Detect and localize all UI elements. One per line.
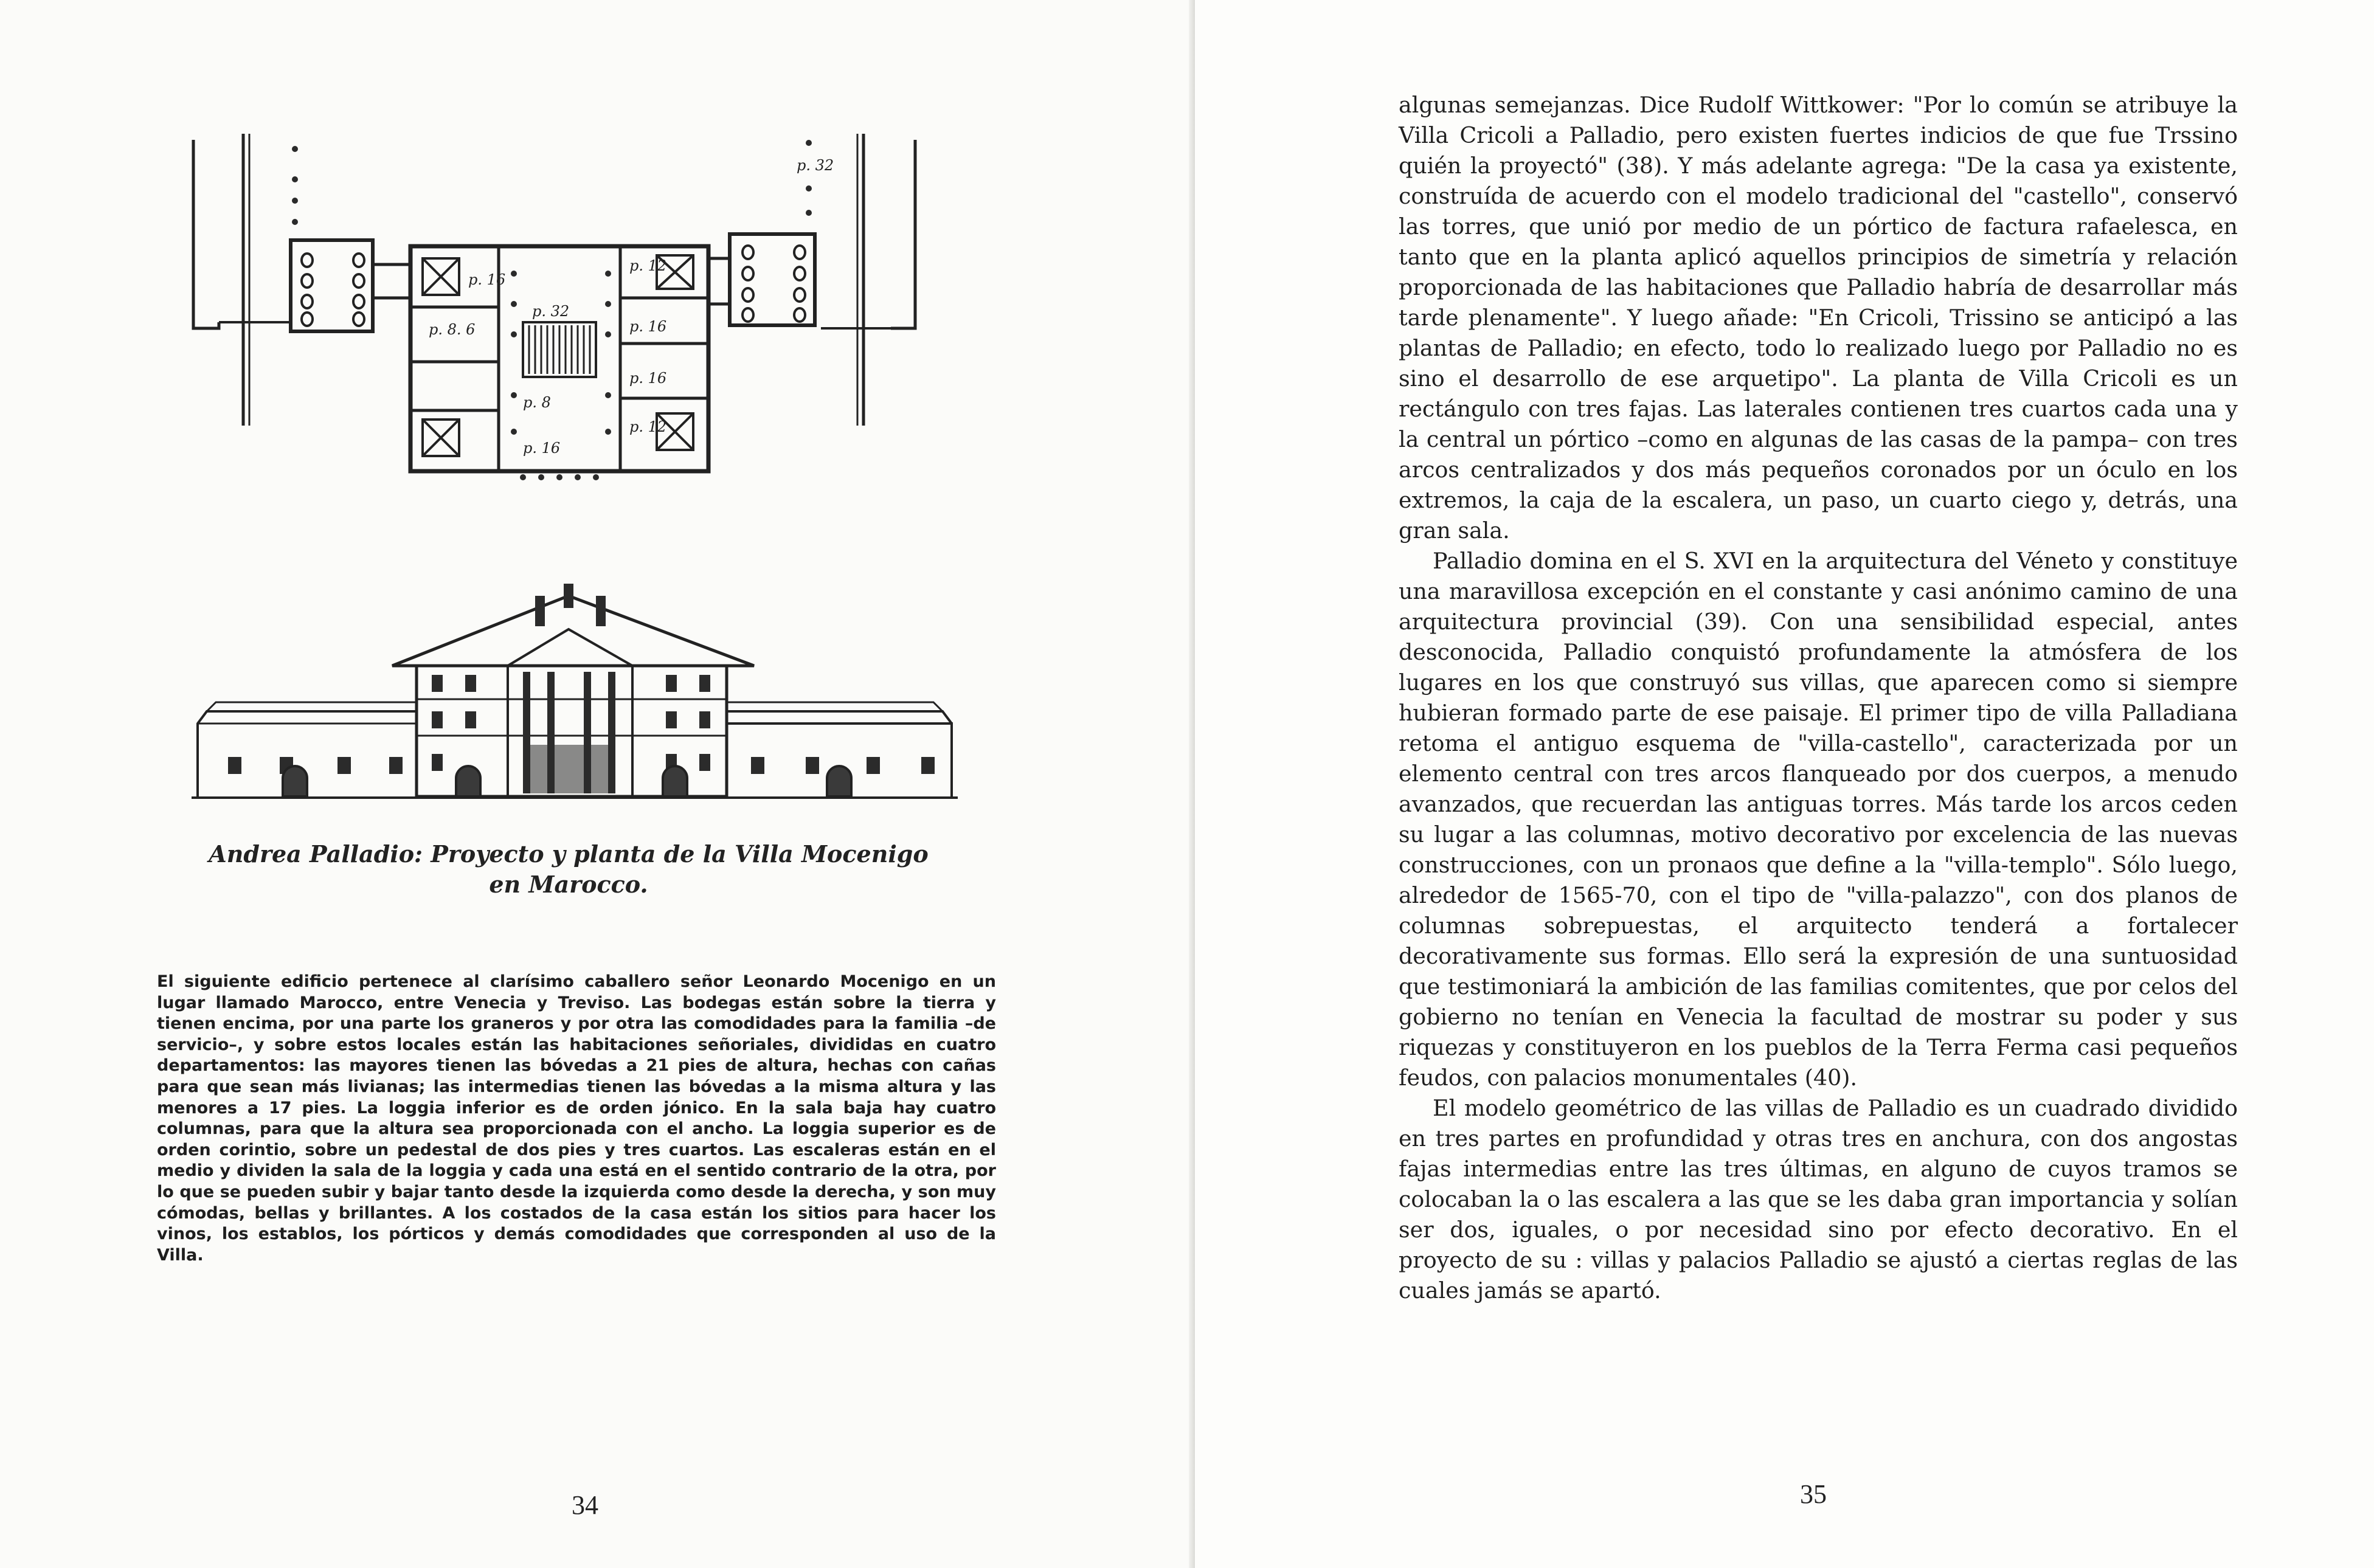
plan-label: p. 16	[468, 271, 506, 288]
plan-left-wing	[193, 134, 298, 426]
plan-right-block	[730, 234, 815, 325]
plan-left-block	[291, 240, 373, 331]
villa-floor-plan	[182, 122, 924, 499]
right-paragraph-3: El modelo geométrico de las villas de Palladio es un cuadrado dividido en tres partes en profundidad y otras tres en anchura, con dos angostas fajas intermedias entre las tres últimas, en alguno de cuyos tramos se colocaban la o las escalera a las que se les daba gran importancia y solían ser dos, iguales, o por necesidad sino por efecto decorativo. En el proyecto de su : villas y palacios Palladio se ajustó a ciertas reglas de las cuales jamás se apartó.	[1399, 1095, 2238, 1304]
plan-label: p. 32	[797, 157, 834, 174]
plan-label: p. 32	[532, 303, 570, 320]
plan-label: p. 12	[629, 257, 667, 274]
plan-label: p. 16	[629, 318, 667, 335]
right-paragraph-2: Palladio domina en el S. XVI en la arquitectura del Véneto y constituye una maravillosa excepción en el constante y casi anónimo camino de una arquitectura provincial (39). Con una sensibilidad especial, antes desconocida, Palladio conquistó profundamente la atmósfera de los lugares en los que construyó sus villas, que aparecen como si siempre hubieran formado parte de ese paisaje. El primer tipo de villa Palladiana retoma el antiguo esquema de "villa-castello", caracterizada por un elemento central con tres arcos flanqueado por dos cuerpos, a menudo avanzados, que recuerdan las antiguas torres. Más tarde los arcos ceden su lugar a las columnas, motivo decorativo por excelencia de las nuevas construcciones, con un pronaos que define a la "villa-templo". Sólo luego, alrededor de 1565-70, con el tipo de "villa-palazzo", con dos planos de columnas sobrepuestas, el arquitecto tenderá a fortalecer decorativamente sus formas. Ello será la expresión de una suntuosidad que testimoniará la ambición de las familias comitentes, que por celos del gobierno no tenían en Venecia la facultad de mostrar su poder y sus riquezas y constituyeron en los pueblos de la Terra Ferma casi pequeños feudos, con palacios monumentales (40).	[1399, 548, 2238, 1091]
right-paragraph-1: algunas semejanzas. Dice Rudolf Wittkower: "Por lo común se atribuye la Villa Cricoli a Palladio, pero existen fuertes indicios de que fue Trssino quién la proyectó" (38). Y más adelante agrega: "De la casa ya existente, construída de acuerdo con el modelo tradicional del "castello", conservó las torres, que unió por medio de un pórtico de factura rafaelesca, en tanto que en la planta aplicó aquellos principios de simetría y relación proporcionada de las habitaciones que Palladio habría de desarrollar más tarde plenamente". Y luego añade: "En Cricoli, Trissino se anticipó a las plantas de Palladio; en efecto, todo lo realizado luego por Palladio no es sino el desarrollo de ese arquetipo". La planta de Villa Cricoli es un rectángulo con tres fajas. Las laterales contienen tres cuartos cada una y la central un pórtico –como en algunas de las casas de la pampa– con tres arcos centralizados y dos más pequeños coronados por un óculo en los extremos, la caja de la escalera, un paso, un cuarto ciego y, detrás, una gran sala.	[1399, 92, 2238, 544]
page-number-left: 34	[572, 1490, 598, 1520]
page-number-right: 35	[1800, 1479, 1827, 1509]
plan-right-wing	[806, 134, 915, 426]
caption-line-1: Andrea Palladio: Proyecto y planta de la Villa Mocenigo	[209, 840, 929, 868]
right-page-body	[1399, 90, 2238, 1306]
plan-label: p. 8. 6	[429, 321, 476, 338]
caption-line-2: en Marocco.	[489, 871, 648, 898]
plan-label: p. 16	[629, 370, 667, 387]
plan-label: p. 12	[629, 418, 667, 435]
villa-elevation	[192, 584, 958, 803]
figure-caption	[182, 839, 955, 900]
left-page-paragraph: El siguiente edificio pertenece al clarísimo caballero señor Leonardo Mocenigo en un lugar llamado Marocco, entre Venecia y Treviso. Las bodegas están sobre la tierra y tienen encima, por una parte los graneros y por otra las comodidades para la familia –de servicio–, y sobre estos locales están las habitaciones señoriales, divididas en cuatro departamentos: las mayores tienen las bóvedas a 21 pies de altura, hechas con cañas para que sean más livianas; las intermedias tienen las bóvedas a la misma altura y las menores a 17 pies. La loggia inferior es de orden jónico. En la sala baja hay cuatro columnas, para que la altura sea proporcionada con el ancho. La loggia superior es de orden corintio, sobre un pedestal de dos pies y tres cuartos. Las escaleras están en el medio y dividen la sala de la loggia y cada una está en el sentido contrario de la otra, por lo que se pueden subir y bajar tanto desde la izquierda como desde la derecha, y son muy cómodas, bellas y brillantes. A los costados de la casa están los sitios para hacer los vinos, los establos, los pórticos y demás comodidades que corresponden al uso de la Villa.	[157, 972, 996, 1265]
plan-label: p. 16	[523, 440, 561, 457]
plan-label: p. 8	[523, 394, 551, 411]
